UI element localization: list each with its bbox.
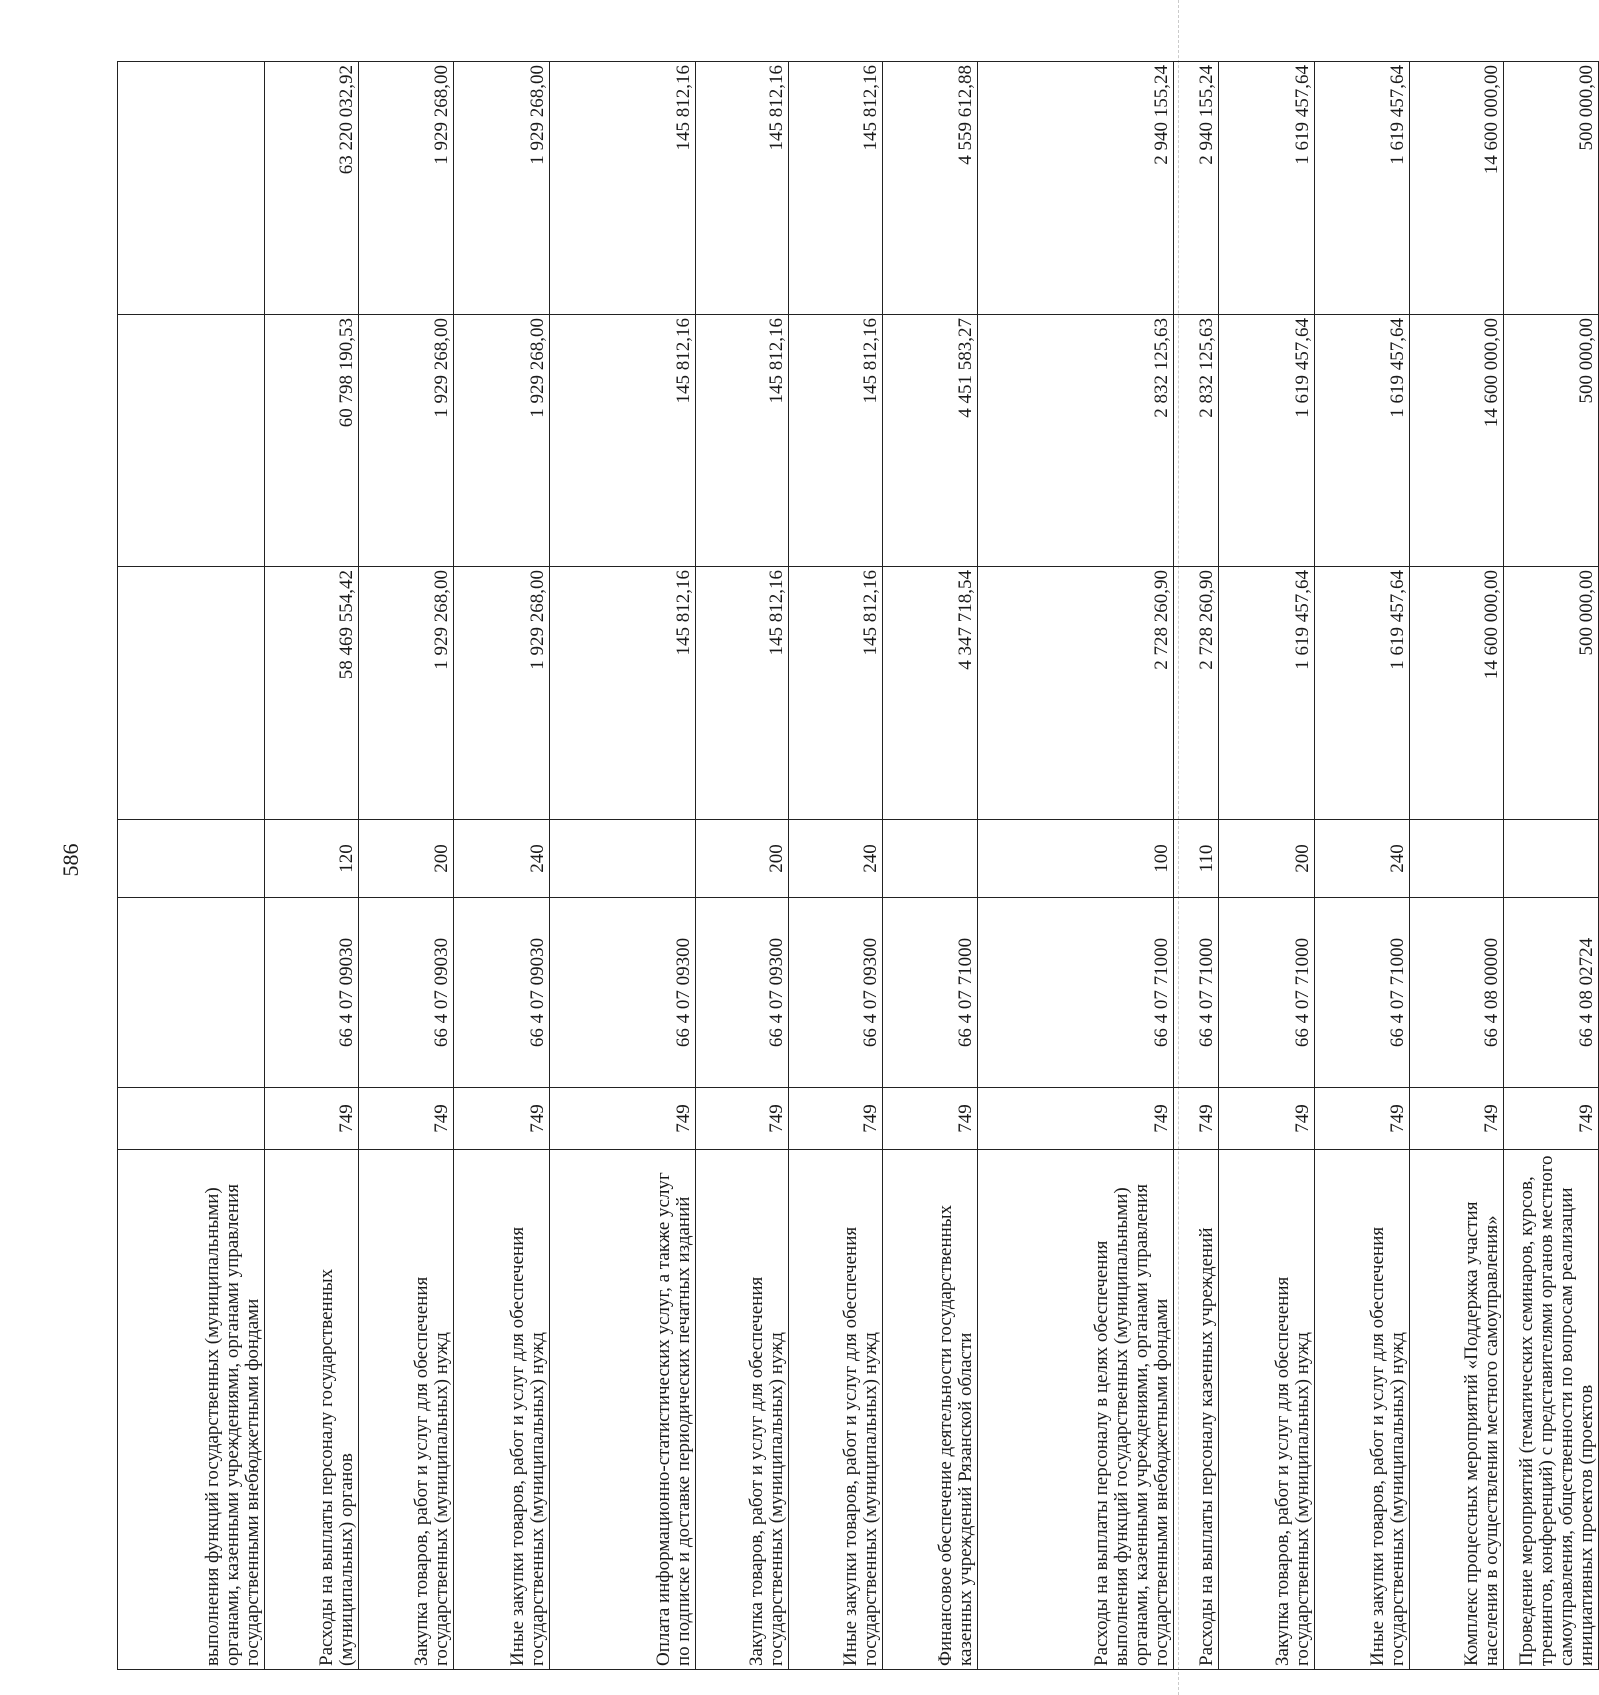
amount-year-3-cell: 1 929 268,00 bbox=[454, 62, 550, 315]
amount-year-3-cell: 500 000,00 bbox=[1504, 62, 1599, 315]
amount-year-3-cell: 63 220 032,92 bbox=[265, 62, 359, 315]
grbs-code-cell: 749 bbox=[1315, 1088, 1410, 1150]
table-row bbox=[118, 62, 265, 1670]
table-row bbox=[1504, 62, 1599, 1670]
amount-year-3-cell: 2 940 155,24 bbox=[1174, 62, 1219, 315]
amount-year-1-cell: 58 469 554,42 bbox=[265, 567, 359, 820]
table-row bbox=[883, 62, 978, 1670]
row-name-cell: Закупка товаров, работ и услуг для обеспечения государственных (муниципальных) нужд bbox=[696, 1150, 789, 1670]
row-name-cell: Закупка товаров, работ и услуг для обеспечения государственных (муниципальных) нужд bbox=[1219, 1150, 1315, 1670]
amount-year-1-cell: 145 812,16 bbox=[789, 567, 883, 820]
grbs-code-cell: 749 bbox=[359, 1088, 454, 1150]
amount-year-3-cell: 145 812,16 bbox=[550, 62, 696, 315]
grbs-code-cell bbox=[118, 1088, 265, 1150]
amount-year-1-cell: 1 619 457,64 bbox=[1219, 567, 1315, 820]
expense-type-cell: 200 bbox=[1219, 820, 1315, 898]
amount-year-3-cell: 1 619 457,64 bbox=[1219, 62, 1315, 315]
target-article-cell: 66 4 07 09030 bbox=[454, 898, 550, 1088]
amount-year-1-cell: 1 619 457,64 bbox=[1315, 567, 1410, 820]
grbs-code-cell: 749 bbox=[550, 1088, 696, 1150]
amount-year-1-cell: 145 812,16 bbox=[696, 567, 789, 820]
grbs-code-cell: 749 bbox=[1410, 1088, 1504, 1150]
target-article-cell: 66 4 07 09300 bbox=[789, 898, 883, 1088]
amount-year-2-cell: 60 798 190,53 bbox=[265, 315, 359, 567]
amount-year-3-cell: 145 812,16 bbox=[696, 62, 789, 315]
row-name-cell: Комплекс процессных мероприятий «Поддержка участия населения в осуществлении местного самоуправления» bbox=[1410, 1150, 1504, 1670]
row-name-cell: Финансовое обеспечение деятельности государственных казенных учреждений Рязанской области bbox=[883, 1150, 978, 1670]
expense-type-cell: 240 bbox=[789, 820, 883, 898]
grbs-code-cell: 749 bbox=[1174, 1088, 1219, 1150]
amount-year-2-cell: 1 619 457,64 bbox=[1219, 315, 1315, 567]
budget-table bbox=[117, 61, 1599, 1670]
table-row bbox=[550, 62, 696, 1670]
amount-year-3-cell: 14 600 000,00 bbox=[1410, 62, 1504, 315]
amount-year-3-cell: 1 929 268,00 bbox=[359, 62, 454, 315]
table-row bbox=[1174, 62, 1219, 1670]
row-name-cell: Иные закупки товаров, работ и услуг для обеспечения государственных (муниципальных) нужд bbox=[454, 1150, 550, 1670]
page-number: 586 bbox=[58, 843, 83, 877]
expense-type-cell: 200 bbox=[359, 820, 454, 898]
target-article-cell: 66 4 07 09030 bbox=[359, 898, 454, 1088]
row-name-cell: Расходы на выплаты персоналу государственных (муниципальных) органов bbox=[265, 1150, 359, 1670]
amount-year-2-cell: 500 000,00 bbox=[1504, 315, 1599, 567]
grbs-code-cell: 749 bbox=[1219, 1088, 1315, 1150]
amount-year-1-cell: 4 347 718,54 bbox=[883, 567, 978, 820]
amount-year-3-cell: 2 940 155,24 bbox=[978, 62, 1174, 315]
expense-type-cell bbox=[883, 820, 978, 898]
target-article-cell: 66 4 07 09300 bbox=[696, 898, 789, 1088]
amount-year-1-cell: 1 929 268,00 bbox=[454, 567, 550, 820]
amount-year-3-cell: 4 559 612,88 bbox=[883, 62, 978, 315]
amount-year-1-cell: 2 728 260,90 bbox=[978, 567, 1174, 820]
grbs-code-cell: 749 bbox=[454, 1088, 550, 1150]
amount-year-2-cell: 145 812,16 bbox=[789, 315, 883, 567]
target-article-cell: 66 4 07 71000 bbox=[978, 898, 1174, 1088]
row-name-cell: Иные закупки товаров, работ и услуг для обеспечения государственных (муниципальных) нужд bbox=[789, 1150, 883, 1670]
target-article-cell: 66 4 07 71000 bbox=[1315, 898, 1410, 1088]
grbs-code-cell: 749 bbox=[978, 1088, 1174, 1150]
table-row bbox=[359, 62, 454, 1670]
amount-year-2-cell: 145 812,16 bbox=[696, 315, 789, 567]
table-row bbox=[1219, 62, 1315, 1670]
table-row bbox=[789, 62, 883, 1670]
table-row bbox=[1410, 62, 1504, 1670]
target-article-cell bbox=[118, 898, 265, 1088]
expense-type-cell: 240 bbox=[1315, 820, 1410, 898]
grbs-code-cell: 749 bbox=[1504, 1088, 1599, 1150]
target-article-cell: 66 4 08 00000 bbox=[1410, 898, 1504, 1088]
row-name-cell: Иные закупки товаров, работ и услуг для обеспечения государственных (муниципальных) нужд bbox=[1315, 1150, 1410, 1670]
budget-table-body bbox=[118, 62, 1599, 1670]
expense-type-cell: 240 bbox=[454, 820, 550, 898]
amount-year-2-cell: 145 812,16 bbox=[550, 315, 696, 567]
expense-type-cell bbox=[1504, 820, 1599, 898]
expense-type-cell bbox=[118, 820, 265, 898]
row-name-cell: Расходы на выплаты персоналу казенных учреждений bbox=[1174, 1150, 1219, 1670]
amount-year-1-cell: 14 600 000,00 bbox=[1410, 567, 1504, 820]
amount-year-3-cell: 145 812,16 bbox=[789, 62, 883, 315]
target-article-cell: 66 4 07 09300 bbox=[550, 898, 696, 1088]
grbs-code-cell: 749 bbox=[696, 1088, 789, 1150]
row-name-cell: Закупка товаров, работ и услуг для обеспечения государственных (муниципальных) нужд bbox=[359, 1150, 454, 1670]
expense-type-cell: 120 bbox=[265, 820, 359, 898]
table-row bbox=[265, 62, 359, 1670]
amount-year-3-cell: 1 619 457,64 bbox=[1315, 62, 1410, 315]
expense-type-cell: 200 bbox=[696, 820, 789, 898]
table-row bbox=[696, 62, 789, 1670]
amount-year-2-cell: 2 832 125,63 bbox=[1174, 315, 1219, 567]
amount-year-2-cell: 1 929 268,00 bbox=[359, 315, 454, 567]
row-name-cell: Проведение мероприятий (тематических семинаров, курсов, тренингов, конференций) с представителями органов местного самоуправления, общественности по вопросам реализации инициативных проектов (проектов bbox=[1504, 1150, 1599, 1670]
amount-year-1-cell: 1 929 268,00 bbox=[359, 567, 454, 820]
amount-year-1-cell bbox=[118, 567, 265, 820]
amount-year-3-cell bbox=[118, 62, 265, 315]
target-article-cell: 66 4 07 71000 bbox=[1219, 898, 1315, 1088]
amount-year-2-cell bbox=[118, 315, 265, 567]
amount-year-1-cell: 145 812,16 bbox=[550, 567, 696, 820]
expense-type-cell: 100 bbox=[978, 820, 1174, 898]
table-row bbox=[454, 62, 550, 1670]
target-article-cell: 66 4 07 71000 bbox=[1174, 898, 1219, 1088]
expense-type-cell bbox=[1410, 820, 1504, 898]
expense-type-cell bbox=[550, 820, 696, 898]
target-article-cell: 66 4 07 71000 bbox=[883, 898, 978, 1088]
table-row bbox=[1315, 62, 1410, 1670]
amount-year-2-cell: 4 451 583,27 bbox=[883, 315, 978, 567]
target-article-cell: 66 4 08 02724 bbox=[1504, 898, 1599, 1088]
row-name-cell: выполнения функций государственных (муниципальными) органами, казенными учреждениями, органами управления государственными внебюджетными фондами bbox=[118, 1150, 265, 1670]
rotated-page-content bbox=[117, 62, 1598, 1670]
grbs-code-cell: 749 bbox=[265, 1088, 359, 1150]
amount-year-2-cell: 14 600 000,00 bbox=[1410, 315, 1504, 567]
row-name-cell: Оплата информационно-статистических услуг, а также услуг по подписке и доставке периодических печатных изданий bbox=[550, 1150, 696, 1670]
amount-year-2-cell: 2 832 125,63 bbox=[978, 315, 1174, 567]
amount-year-2-cell: 1 619 457,64 bbox=[1315, 315, 1410, 567]
row-name-cell: Расходы на выплаты персоналу в целях обеспечения выполнения функций государственных (муниципальными) органами, казенными учреждениями, органами управления государственными внебюджетными фондами bbox=[978, 1150, 1174, 1670]
grbs-code-cell: 749 bbox=[789, 1088, 883, 1150]
table-row bbox=[978, 62, 1174, 1670]
grbs-code-cell: 749 bbox=[883, 1088, 978, 1150]
expense-type-cell: 110 bbox=[1174, 820, 1219, 898]
amount-year-2-cell: 1 929 268,00 bbox=[454, 315, 550, 567]
amount-year-1-cell: 500 000,00 bbox=[1504, 567, 1599, 820]
target-article-cell: 66 4 07 09030 bbox=[265, 898, 359, 1088]
amount-year-1-cell: 2 728 260,90 bbox=[1174, 567, 1219, 820]
